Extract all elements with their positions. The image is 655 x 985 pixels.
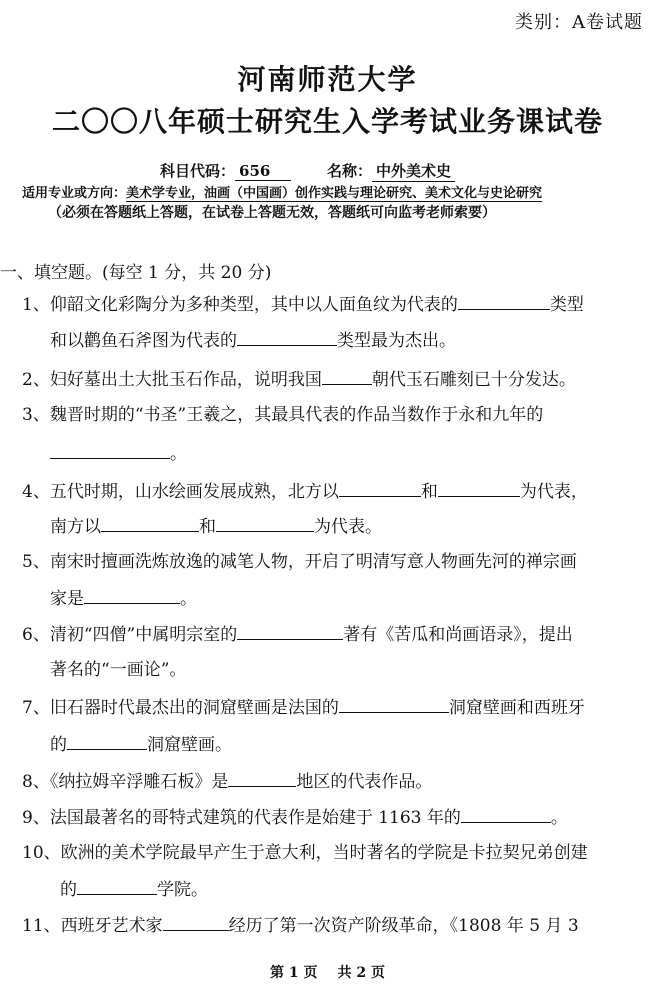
subject-name-label: 名称： — [327, 162, 373, 180]
answer-blank — [228, 771, 296, 787]
question-1-line-2: 和以鹳鱼石斧图为代表的 类型最为杰出。 — [50, 331, 456, 351]
page-total: 共 2 页 — [337, 965, 385, 981]
answer-blank — [84, 588, 180, 604]
question-7-line-1: 7、旧石器时代最杰出的洞窟壁画是法国的 洞窟壁画和西班牙 — [22, 698, 585, 718]
exam-title: 二〇〇八年硕士研究生入学考试业务课试卷 — [51, 105, 603, 138]
answer-blank — [237, 624, 343, 640]
subject-code: 656 — [235, 162, 291, 181]
question-1-line-1: 1、仰韶文化彩陶分为多种类型，其中以人面鱼纹为代表的 类型 — [22, 295, 584, 315]
subject-code-label: 科目代码： — [160, 162, 236, 180]
question-2: 2、妇好墓出土大批玉石作品，说明我国 朝代玉石雕刻已十分发达。 — [22, 370, 576, 390]
applicable-major — [22, 182, 542, 201]
question-6-line-2: 著名的“一画论”。 — [50, 660, 187, 680]
question-11-line-1: 11、西班牙艺术家 经历了第一次资产阶级革命，《1808 年 5 月 3 — [22, 916, 579, 936]
answer-blank — [339, 697, 449, 713]
question-9: 9、法国最著名的哥特式建筑的代表作是始建于 1163 年的 。 — [22, 808, 568, 828]
question-10-line-2: 的 学院。 — [60, 880, 208, 900]
answer-blank — [322, 369, 372, 385]
page-current: 第 1 页 — [270, 965, 318, 981]
answer-notice: （必须在答题纸上答题，在试卷上答题无效，答题纸可向监考老师索要） — [48, 205, 496, 221]
answer-blank — [216, 516, 314, 532]
question-4-line-1: 4、五代时期，山水绘画发展成熟，北方以 和 为代表， — [22, 482, 588, 502]
answer-blank — [458, 294, 550, 310]
subject-info — [160, 160, 455, 182]
exam-category-label: 类别：A卷试题 — [515, 12, 643, 33]
university-name: 河南师范大学 — [237, 63, 418, 96]
major-value: 美术学专业，油画（中国画）创作实践与理论研究、美术文化与史论研究 — [126, 186, 543, 201]
answer-blank — [50, 443, 170, 459]
question-6-line-1: 6、清初“四僧”中属明宗室的 著有《苦瓜和尚画语录》，提出 — [22, 625, 573, 645]
subject-name: 中外美术史 — [372, 160, 455, 182]
answer-blank — [77, 879, 157, 895]
answer-blank — [339, 481, 421, 497]
answer-blank — [438, 481, 520, 497]
question-3-line-1: 3、魏晋时期的“书圣”王羲之，其最具代表的作品当数作于永和九年的 — [22, 405, 544, 425]
question-10-line-1: 10、欧洲的美术学院最早产生于意大利，当时著名的学院是卡拉契兄弟创建 — [22, 843, 588, 863]
page-footer — [0, 962, 655, 982]
question-7-line-2: 的 洞窟壁画。 — [50, 735, 232, 755]
answer-blank — [461, 807, 551, 823]
answer-blank — [237, 330, 337, 346]
major-label: 适用专业或方向： — [22, 186, 127, 201]
question-3-line-2: 。 — [50, 443, 187, 464]
question-5-line-2: 家是 。 — [50, 589, 197, 609]
question-8: 8、《纳拉姆辛浮雕石板》是 地区的代表作品。 — [22, 772, 433, 792]
section-heading-fill-in: 一、填空题。(每空 1 分，共 20 分) — [0, 263, 272, 283]
answer-blank — [101, 516, 199, 532]
answer-blank — [67, 734, 147, 750]
question-5-line-1: 5、南宋时擅画洗炼放逸的减笔人物，开启了明清写意人物画先河的禅宗画 — [22, 552, 577, 572]
question-4-line-2: 南方以 和 为代表。 — [50, 517, 382, 537]
answer-blank — [163, 915, 229, 931]
